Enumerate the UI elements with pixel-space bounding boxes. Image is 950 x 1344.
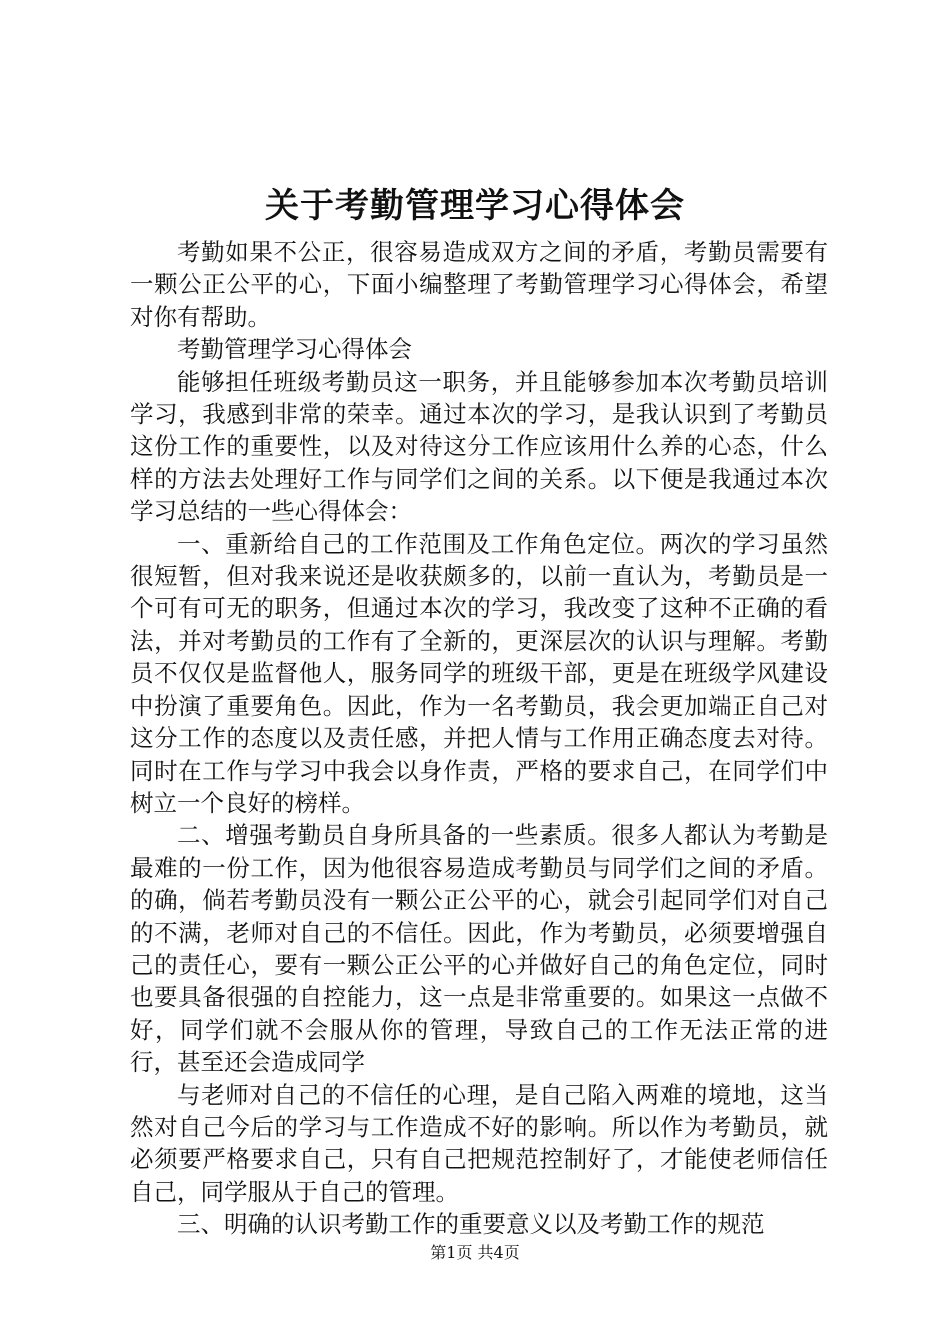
- document-body: [130, 236, 828, 1241]
- paragraph-point-two: 二、增强考勤员自身所具备的一些素质。很多人都认为考勤是最难的一份工作，因为他很容易造成考勤员与同学们之间的矛盾。的确，倘若考勤员没有一颗公正公平的心，就会引起同学们对自己的不满，老师对自己的不信任。因此，作为考勤员，必须要增强自己的责任心，要有一颗公正公平的心并做好自己的角色定位，同时也要具备很强的自控能力，这一点是非常重要的。如果这一点做不好，同学们就不会服从你的管理，导致自己的工作无法正常的进行，甚至还会造成同学: [130, 821, 828, 1077]
- document-title: 关于考勤管理学习心得体会: [265, 186, 685, 226]
- page-number-footer: 第1页 共4页: [430, 1243, 520, 1262]
- paragraph-subtitle: 考勤管理学习心得体会: [177, 335, 412, 364]
- paragraph-point-two-continued: 与老师对自己的不信任的心理，是自己陷入两难的境地，这当然对自己今后的学习与工作造成不好的影响。所以作为考勤员，就必须要严格要求自己，只有自己把规范控制好了，才能使老师信任自己，同学服从于自己的管理。: [130, 1080, 828, 1206]
- paragraph-point-three: 三、明确的认识考勤工作的重要意义以及考勤工作的规范: [177, 1210, 765, 1239]
- paragraph-point-one: 一、重新给自己的工作范围及工作角色定位。两次的学习虽然很短暂，但对我来说还是收获颇多的，以前一直认为，考勤员是一个可有可无的职务，但通过本次的学习，我改变了这种不正确的看法，并对考勤员的工作有了全新的，更深层次的认识与理解。考勤员不仅仅是监督他人，服务同学的班级干部，更是在班级学风建设中扮演了重要角色。因此，作为一名考勤员，我会更加端正自己对这分工作的态度以及责任感，并把人情与工作用正确态度去对待。同时在工作与学习中我会以身作责，严格的要求自己，在同学们中树立一个良好的榜样。: [130, 529, 828, 817]
- paragraph-intro: 考勤如果不公正，很容易造成双方之间的矛盾，考勤员需要有一颗公正公平的心，下面小编整理了考勤管理学习心得体会，希望对你有帮助。: [130, 238, 828, 331]
- paragraph-opening: 能够担任班级考勤员这一职务，并且能够参加本次考勤员培训学习，我感到非常的荣幸。通过本次的学习，是我认识到了考勤员这份工作的重要性，以及对待这分工作应该用什么养的心态，什么样的方法去处理好工作与同学们之间的关系。以下便是我通过本次学习总结的一些心得体会：: [130, 367, 828, 526]
